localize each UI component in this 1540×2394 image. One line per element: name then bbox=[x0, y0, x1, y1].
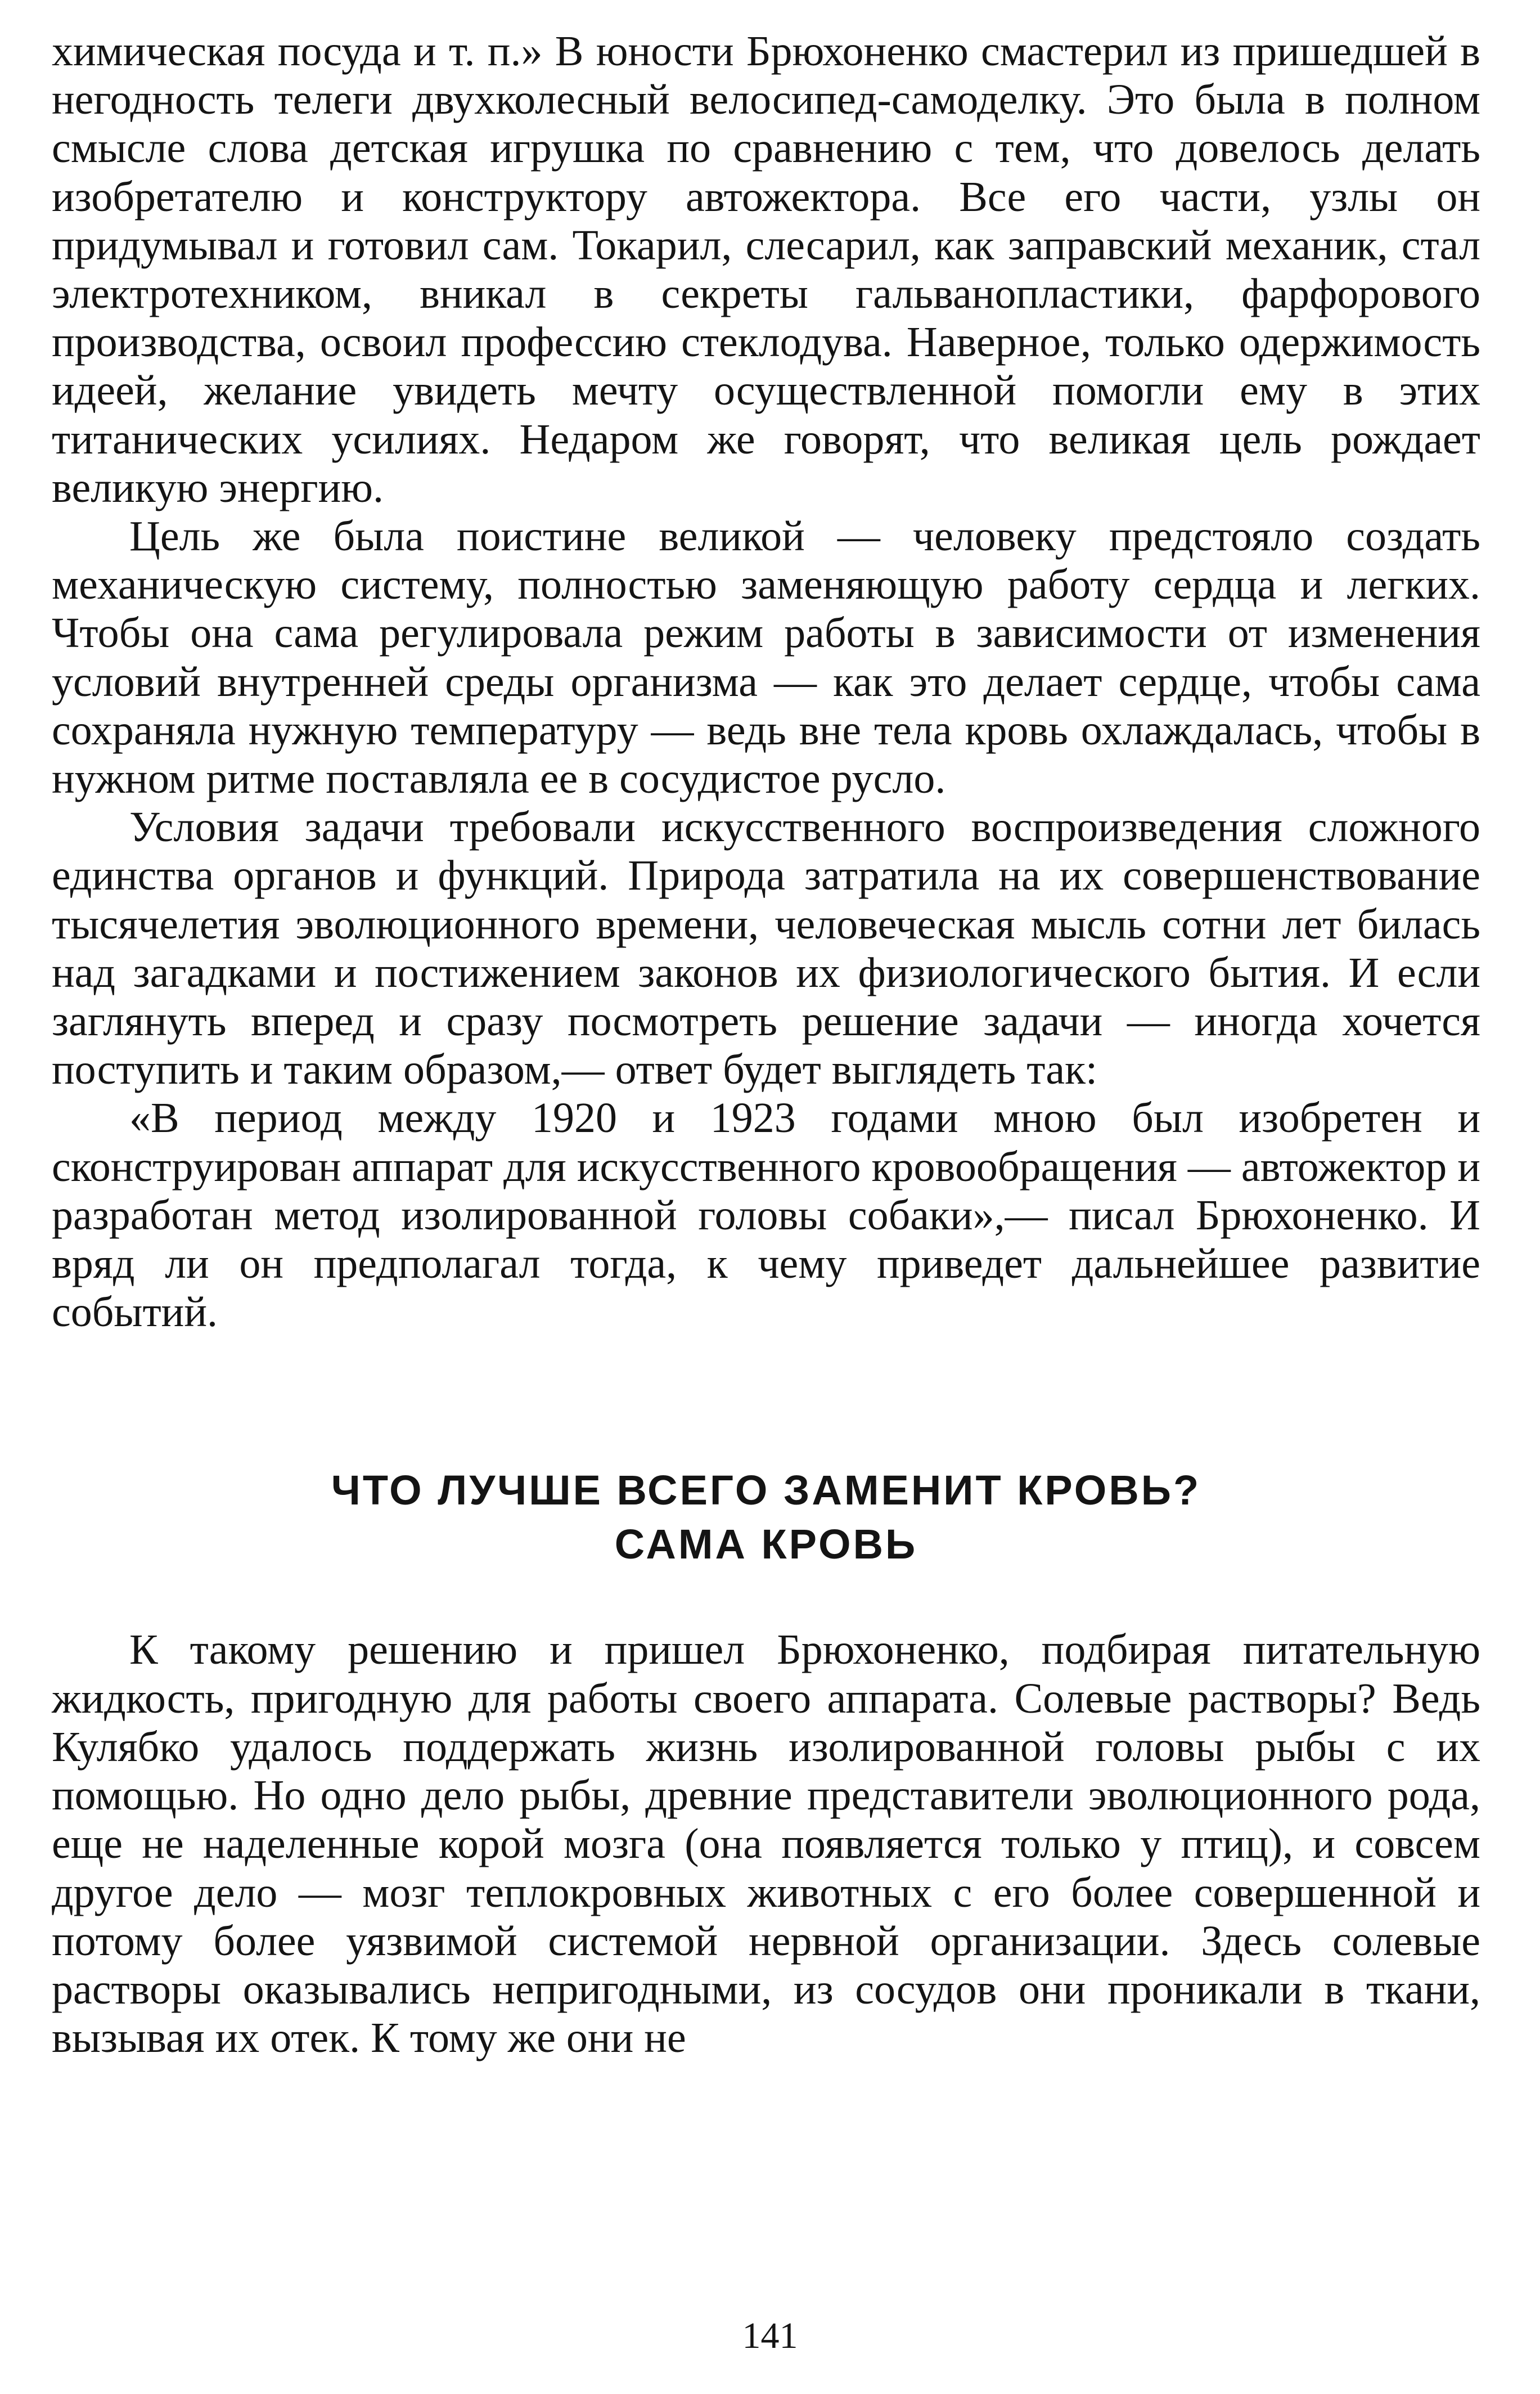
page-body bbox=[52, 27, 1480, 2062]
page-number: 141 bbox=[742, 2315, 798, 2356]
section-heading bbox=[52, 1463, 1480, 1571]
section-heading-line-1: ЧТО ЛУЧШЕ ВСЕГО ЗАМЕНИТ КРОВЬ? bbox=[331, 1467, 1201, 1514]
paragraph-goal: Цель же была поистине великой — человеку предстояло создать механическую систему, полностью заменяющую работу сердца и легких. Чтобы она сама регулировала режим работы в зависимости от изменения условий внутренней среды организма — как это делает сердце, чтобы сама сохраняла нужную температуру — ведь вне тела кровь охлаждалась, чтобы в нужном ритме поставляла ее в сосудистое русло. bbox=[52, 513, 1480, 803]
paragraph-continuation: химическая посуда и т. п.» В юности Брюхоненко смастерил из пришедшей в негодность телеги двухколесный велосипед-самоделку. Это была в полном смысле слова детская игрушка по сравнению с тем, что довелось делать изобретателю и конструктору автожектора. Все его части, узлы он придумывал и готовил сам. Токарил, слесарил, как заправский механик, стал электротехником, вникал в секреты гальванопластики, фарфорового производства, освоил профессию стеклодува. Наверное, только одержимость идеей, желание увидеть мечту осуществленной помогли ему в этих титанических усилиях. Недаром же говорят, что великая цель рождает великую энергию. bbox=[52, 28, 1480, 511]
section-heading-line-2: САМА КРОВЬ bbox=[614, 1521, 918, 1568]
paragraph-solution: К такому решению и пришел Брюхоненко, подбирая питательную жидкость, пригодную для работы своего аппарата. Солевые растворы? Ведь Кулябко удалось поддержать жизнь изолированной головы рыбы с их помощью. Но одно дело рыбы, древние представители эволюционного рода, еще не наделенные корой мозга (она появляется только у птиц), и совсем другое дело — мозг теплокровных животных с его более совершенной и потому более уязвимой системой нервной организации. Здесь солевые растворы оказывались непригодными, из сосудов они проникали в ткани, вызывая их отек. К тому же они не bbox=[52, 1626, 1480, 2062]
paragraph-quote: «В период между 1920 и 1923 годами мною был изобретен и сконструирован аппарат для искусственного кровообращения — автожектор и разработан метод изолированной головы собаки»,— писал Брюхоненко. И вряд ли он предполагал тогда, к чему приведет дальнейшее развитие событий. bbox=[52, 1094, 1480, 1336]
paragraph-conditions: Условия задачи требовали искусственного воспроизведения сложного единства органов и функций. Природа затратила на их совершенствование тысячелетия эволюционного времени, человеческая мысль сотни лет билась над загадками и постижением законов их физиологического бытия. И если заглянуть вперед и сразу посмотреть решение задачи — иногда хочется поступить и таким образом,— ответ будет выглядеть так: bbox=[52, 803, 1480, 1094]
